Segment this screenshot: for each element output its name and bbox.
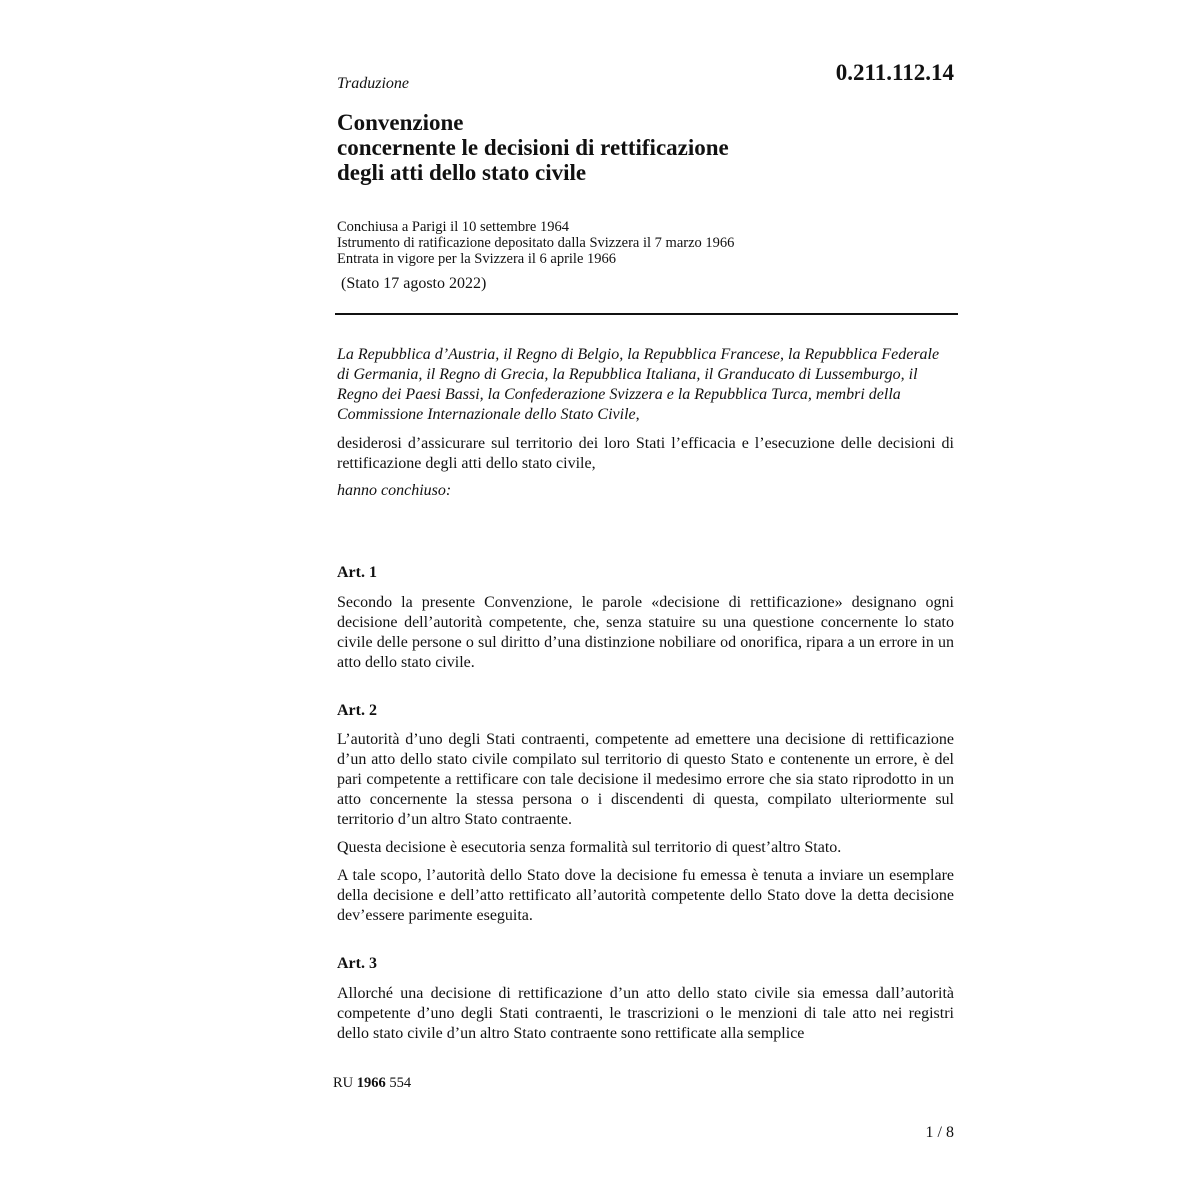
official-compilation-reference: [333, 1075, 411, 1092]
article-1-heading: Art. 1: [337, 564, 377, 581]
ref-page: 554: [389, 1075, 412, 1091]
document-title: [337, 110, 957, 185]
document-metadata: [337, 219, 957, 267]
preamble-parties: La Repubblica d’Austria, il Regno di Belgio, la Repubblica Francese, la Repubblica Federale di Germania, il Regno di Grecia, la Repubblica Italiana, il Granducato di Lussemburgo, il Regno dei Paesi Bassi, la Confederazione Svizzera e la Repubblica Turca, membri della Commissione Internazionale dello Stato Civile,: [337, 346, 940, 423]
ref-year: 1966: [356, 1075, 386, 1091]
title-line: Convenzione: [337, 110, 464, 135]
preamble-purpose: desiderosi d’assicurare sul territorio dei loro Stati l’efficacia e l’esecuzione delle decisioni di rettificazione degli atti dello stato civile,: [337, 435, 954, 472]
sr-number: 0.211.112.14: [835, 60, 954, 85]
ref-prefix: RU: [333, 1075, 354, 1091]
state-date: (Stato 17 agosto 2022): [341, 275, 487, 292]
header-divider: [335, 313, 958, 315]
article-1-paragraph: Secondo la presente Convenzione, le parole «decisione di rettificazione» designano ogni decisione dell’autorità competente, che, senza statuire su una questione concernente lo stato civile delle persone o sul diritto d’una distinzione nobiliare od onorifica, ripara a un errore in un atto dello stato civile.: [337, 594, 954, 671]
entry-into-force-date: Entrata in vigore per la Svizzera il 6 aprile 1966: [337, 251, 617, 267]
title-line: concernente le decisioni di rettificazione: [337, 135, 729, 160]
article-2-heading: Art. 2: [337, 702, 377, 719]
translation-label: Traduzione: [337, 75, 410, 92]
concluded-date: Conchiusa a Parigi il 10 settembre 1964: [337, 219, 569, 235]
preamble-concluded: hanno conchiuso:: [337, 482, 452, 499]
article-2-paragraph-3: A tale scopo, l’autorità dello Stato dove la decisione fu emessa è tenuta a inviare un esemplare della decisione e dell’atto rettificato all’autorità competente dello Stato dove la detta decisione dev’essere parimente eseguita.: [337, 867, 954, 924]
article-2-paragraph-2: Questa decisione è esecutoria senza formalità sul territorio di quest’altro Stato.: [337, 839, 842, 856]
page-number: 1 / 8: [925, 1124, 954, 1141]
article-2-paragraph-1: L’autorità d’uno degli Stati contraenti, competente ad emettere una decisione di rettificazione d’un atto dello stato civile compilato sul territorio di questo Stato e contenente un errore, è del pari competente a rettificare con tale decisione il medesimo errore che sia stato riprodotto in un atto concernente la stessa persona o i discendenti di questa, compilato ulteriormente sul territorio d’un altro Stato contraente.: [337, 731, 954, 828]
title-line: degli atti dello stato civile: [337, 160, 587, 185]
article-3-heading: Art. 3: [337, 955, 377, 972]
ratification-date: Istrumento di ratificazione depositato dalla Svizzera il 7 marzo 1966: [337, 235, 735, 251]
article-3-paragraph: Allorché una decisione di rettificazione d’un atto dello stato civile sia emessa dall’autorità competente d’uno degli Stati contraenti, le trascrizioni o le menzioni di tale atto nei registri dello stato civile d’un altro Stato contraente sono rettificate alla semplice: [337, 985, 954, 1042]
